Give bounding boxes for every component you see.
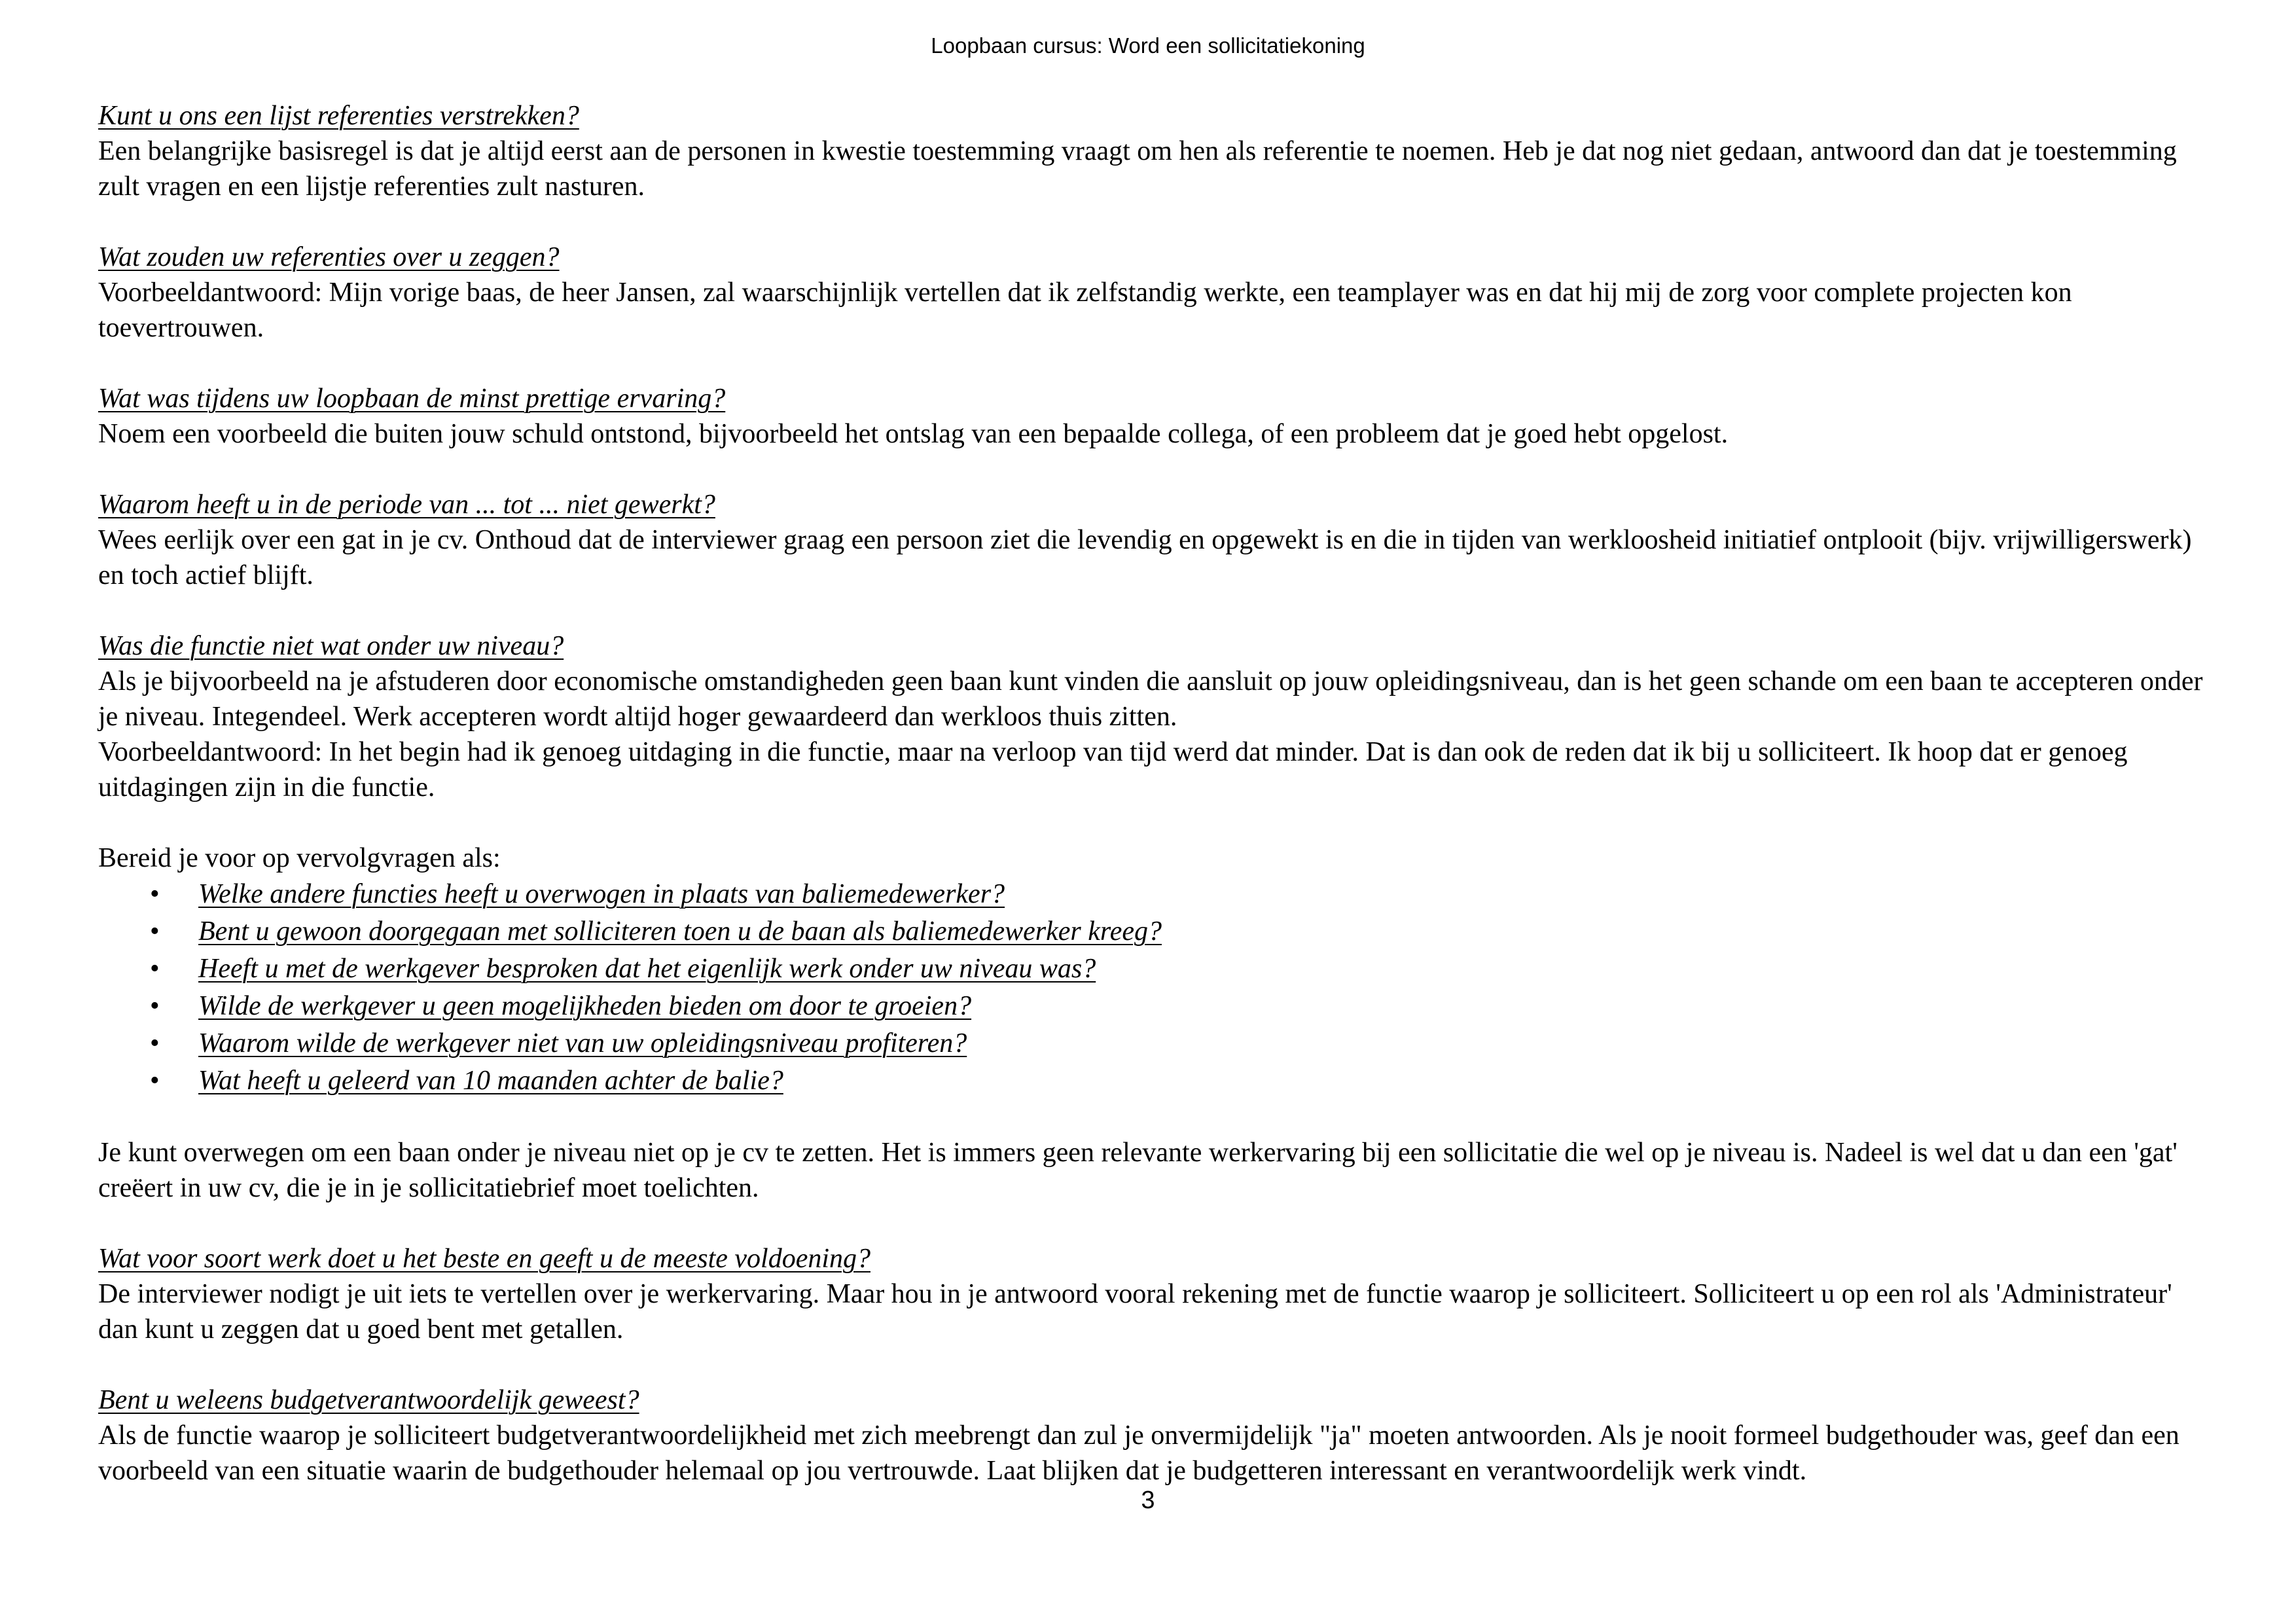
answer-paragraph: Wees eerlijk over een gat in je cv. Onthoud dat de interviewer graag een persoon ziet die levendig en opgewekt is en die in tijden van werkloosheid initiatief ontplooit (bijv. vrijwilligerswerk) en toch actief blijft. [98, 525, 2192, 590]
question-heading: Bent u weleens budgetverantwoordelijk geweest? [98, 1385, 639, 1415]
bullet-icon: • [150, 1028, 160, 1058]
list-item-text: Wilde de werkgever u geen mogelijkheden bieden om door te groeien? [198, 991, 972, 1021]
followup-intro: Bereid je voor op vervolgvragen als: [98, 843, 501, 873]
answer-paragraph: Noem een voorbeeld die buiten jouw schuld ontstond, bijvoorbeeld het ontslag van een bepaalde collega, of een probleem dat je goed hebt opgelost. [98, 419, 1729, 449]
answer-paragraph: De interviewer nodigt je uit iets te vertellen over je werkervaring. Maar hou in je antwoord vooral rekening met de functie waarop je solliciteert. Solliciteert u op een rol als 'Administrateur' dan kunt u zeggen dat u goed bent met getallen. [98, 1279, 2172, 1344]
answer-paragraph: Als de functie waarop je solliciteert budgetverantwoordelijkheid met zich meebrengt dan zul je onvermijdelijk "ja" moeten antwoorden. Als je nooit formeel budgethouder was, geef dan een voorbeeld van een situatie waarin de budgethouder helemaal op jou vertrouwde. Laat blijken dat je budgetteren interessant en verantwoordelijk werk vindt. [98, 1420, 2179, 1486]
list-item [98, 1025, 2212, 1062]
bullet-icon: • [150, 916, 160, 947]
list-item [98, 950, 2212, 988]
answer-paragraph: Een belangrijke basisregel is dat je altijd eerst aan de personen in kwestie toestemming vraagt om hen als referentie te noemen. Heb je dat nog niet gedaan, antwoord dan dat je toestemming zult vragen en een lijstje referenties zult nasturen. [98, 136, 2177, 202]
list-item [98, 1062, 2212, 1100]
qa-section-budget [98, 1382, 2212, 1489]
list-item-text: Wat heeft u geleerd van 10 maanden achter de balie? [198, 1066, 783, 1096]
answer-paragraph: Voorbeeldantwoord: Mijn vorige baas, de heer Jansen, zal waarschijnlijk vertellen dat ik zelfstandig werkte, een teamplayer was en dat hij mij de zorg voor complete projecten kon toevertrouwen. [98, 278, 2072, 343]
question-heading: Waarom heeft u in de periode van ... tot ... niet gewerkt? [98, 490, 715, 520]
question-heading: Wat was tijdens uw loopbaan de minst prettige ervaring? [98, 384, 726, 414]
list-item [98, 913, 2212, 950]
qa-section-below-level [98, 628, 2212, 805]
question-heading: Wat voor soort werk doet u het beste en geeft u de meeste voldoening? [98, 1244, 870, 1274]
qa-section-worst-experience [98, 381, 2212, 452]
page-header: Loopbaan cursus: Word een sollicitatiekoning [931, 33, 1365, 58]
question-heading: Kunt u ons een lijst referenties verstrekken? [98, 101, 579, 131]
list-item-text: Heeft u met de werkgever besproken dat het eigenlijk werk onder uw niveau was? [198, 954, 1096, 984]
bullet-icon: • [150, 879, 160, 909]
list-item-text: Bent u gewoon doorgegaan met solliciteren toen u de baan als baliemedewerker kreeg? [198, 916, 1162, 947]
list-item-text: Waarom wilde de werkgever niet van uw opleidingsniveau profiteren? [198, 1028, 967, 1058]
answer-paragraph: Voorbeeldantwoord: In het begin had ik genoeg uitdaging in die functie, maar na verloop van tijd werd dat minder. Dat is dan ook de reden dat ik bij u solliciteert. Ik hoop dat er genoeg uitdagingen zijn in die functie. [98, 737, 2128, 803]
qa-section-references [98, 98, 2212, 204]
bullet-icon: • [150, 954, 160, 984]
page-number: 3 [1141, 1487, 1155, 1514]
followup-section [98, 840, 2212, 1100]
qa-section-best-work [98, 1241, 2212, 1347]
note-section [98, 1135, 2212, 1206]
question-heading: Wat zouden uw referenties over u zeggen? [98, 242, 560, 272]
question-heading: Was die functie niet wat onder uw niveau? [98, 631, 564, 661]
list-item [98, 988, 2212, 1025]
answer-paragraph: Als je bijvoorbeeld na je afstuderen door economische omstandigheden geen baan kunt vinden die aansluit op jouw opleidingsniveau, dan is het geen schande om een baan te accepteren onder je niveau. Integendeel. Werk accepteren wordt altijd hoger gewaardeerd dan werkloos thuis zitten. [98, 666, 2203, 732]
list-item-text: Welke andere functies heeft u overwogen in plaats van baliemedewerker? [198, 879, 1005, 909]
document-body [98, 98, 2212, 1524]
bullet-icon: • [150, 1066, 160, 1096]
list-item [98, 876, 2212, 913]
qa-section-employment-gap [98, 487, 2212, 593]
qa-section-reference-opinion [98, 240, 2212, 346]
followup-list [98, 876, 2212, 1100]
bullet-icon: • [150, 991, 160, 1021]
note-paragraph: Je kunt overwegen om een baan onder je niveau niet op je cv te zetten. Het is immers geen relevante werkervaring bij een sollicitatie die wel op je niveau is. Nadeel is wel dat u dan een 'gat' creëert in uw cv, die je in je sollicitatiebrief moet toelichten. [98, 1138, 2178, 1203]
